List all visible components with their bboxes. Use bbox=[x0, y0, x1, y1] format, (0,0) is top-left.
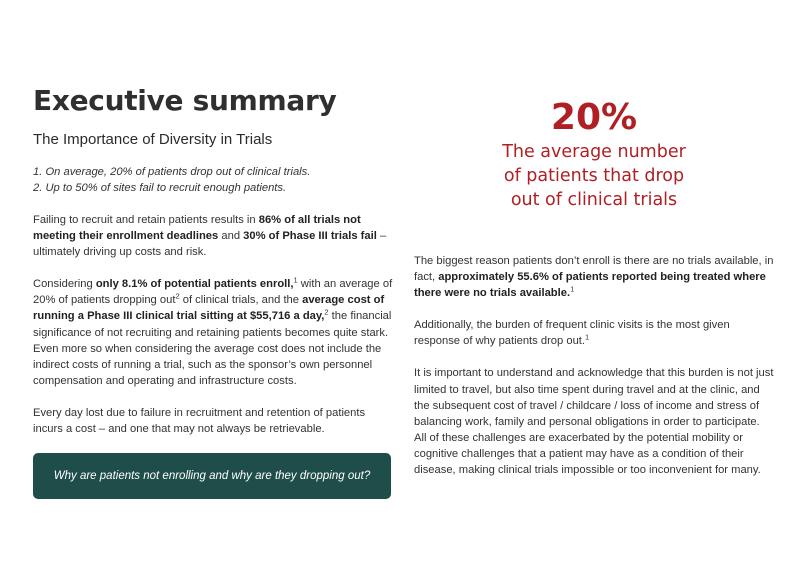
paragraph-clinic-burden bbox=[414, 317, 774, 349]
text-run: of clinical trials, and the bbox=[179, 294, 303, 307]
paragraph-travel-burden: It is important to understand and acknowledge that this burden is not just limited to travel, but also time spent during travel and at the clinic, and the subsequent cost of travel / childcare / loss of income and stress of balancing work, family and personal obligations in order to participate. All of these challenges are exacerbated by the potential mobility or cognitive challenges that a patient may have as a condition of their disease, making clinical trials impossible or too inconvenient for many. bbox=[414, 367, 774, 477]
question-callout bbox=[33, 453, 391, 499]
key-points-list bbox=[33, 164, 393, 196]
text-run: with an average of 20% of patients dropping out bbox=[33, 278, 393, 307]
paragraph-daily-cost: Every day lost due to failure in recruitment and retention of patients incurs a cost – and one that may not always be retrievable. bbox=[33, 406, 366, 436]
key-point: 2. Up to 50% of sites fail to recruit enough patients. bbox=[33, 182, 287, 194]
text-run: Considering bbox=[33, 278, 96, 291]
stat-caption-line: of patients that drop bbox=[503, 166, 685, 186]
text-run: and bbox=[218, 230, 244, 243]
paragraph-no-trials bbox=[414, 253, 774, 301]
stat-caption-line: out of clinical trials bbox=[510, 190, 678, 210]
key-point: 1. On average, 20% of patients drop out of clinical trials. bbox=[33, 166, 311, 178]
stat-caption-line: The average number bbox=[502, 142, 686, 162]
footnote-ref: 1 bbox=[293, 275, 298, 285]
text-run: Failing to recruit and retain patients results in bbox=[33, 214, 259, 226]
bold-text-run: 30% of Phase III trials fail bbox=[243, 230, 377, 243]
bold-text-run: only 8.1% of potential patients enroll, bbox=[95, 278, 294, 291]
paragraph-costs bbox=[33, 276, 393, 389]
footnote-ref: 2 bbox=[175, 291, 180, 301]
text-run: The biggest reason patients don’t enroll is there are no trials available, in fact, bbox=[414, 255, 774, 284]
text-run: the financial significance of not recruiting and retaining patients becomes quite stark. Even more so when considering the average cost does not include the indirect costs of running a trial, such as the sponsor’s own personnel compensation and operating and infrastructure costs. bbox=[33, 310, 392, 387]
footnote-ref: 1 bbox=[585, 332, 590, 342]
text-run: – ultimately driving up costs and risk. bbox=[33, 230, 387, 259]
footnote-ref: 1 bbox=[570, 284, 575, 294]
stat-number: 20% bbox=[550, 97, 638, 138]
stat-caption bbox=[480, 140, 708, 212]
page-title: Executive summary bbox=[33, 84, 337, 117]
bold-text-run: 86% of all trials not meeting their enrollment deadlines bbox=[33, 214, 361, 243]
bold-text-run: approximately 55.6% of patients reported being treated where there were no trials available. bbox=[414, 271, 766, 300]
left-column bbox=[33, 84, 393, 499]
paragraph-recruitment-failure bbox=[33, 212, 393, 260]
section-subtitle: The Importance of Diversity in Trials bbox=[33, 131, 273, 148]
right-column bbox=[414, 253, 774, 478]
footnote-ref: 2 bbox=[324, 307, 329, 317]
text-run: Additionally, the burden of frequent clinic visits is the most given response of why patients drop out. bbox=[414, 319, 730, 348]
bold-text-run: average cost of running a Phase III clinical trial sitting at $55,716 a day, bbox=[33, 294, 385, 323]
callout-text: Why are patients not enrolling and why are they dropping out? bbox=[53, 470, 371, 483]
stat-highlight bbox=[480, 96, 708, 212]
